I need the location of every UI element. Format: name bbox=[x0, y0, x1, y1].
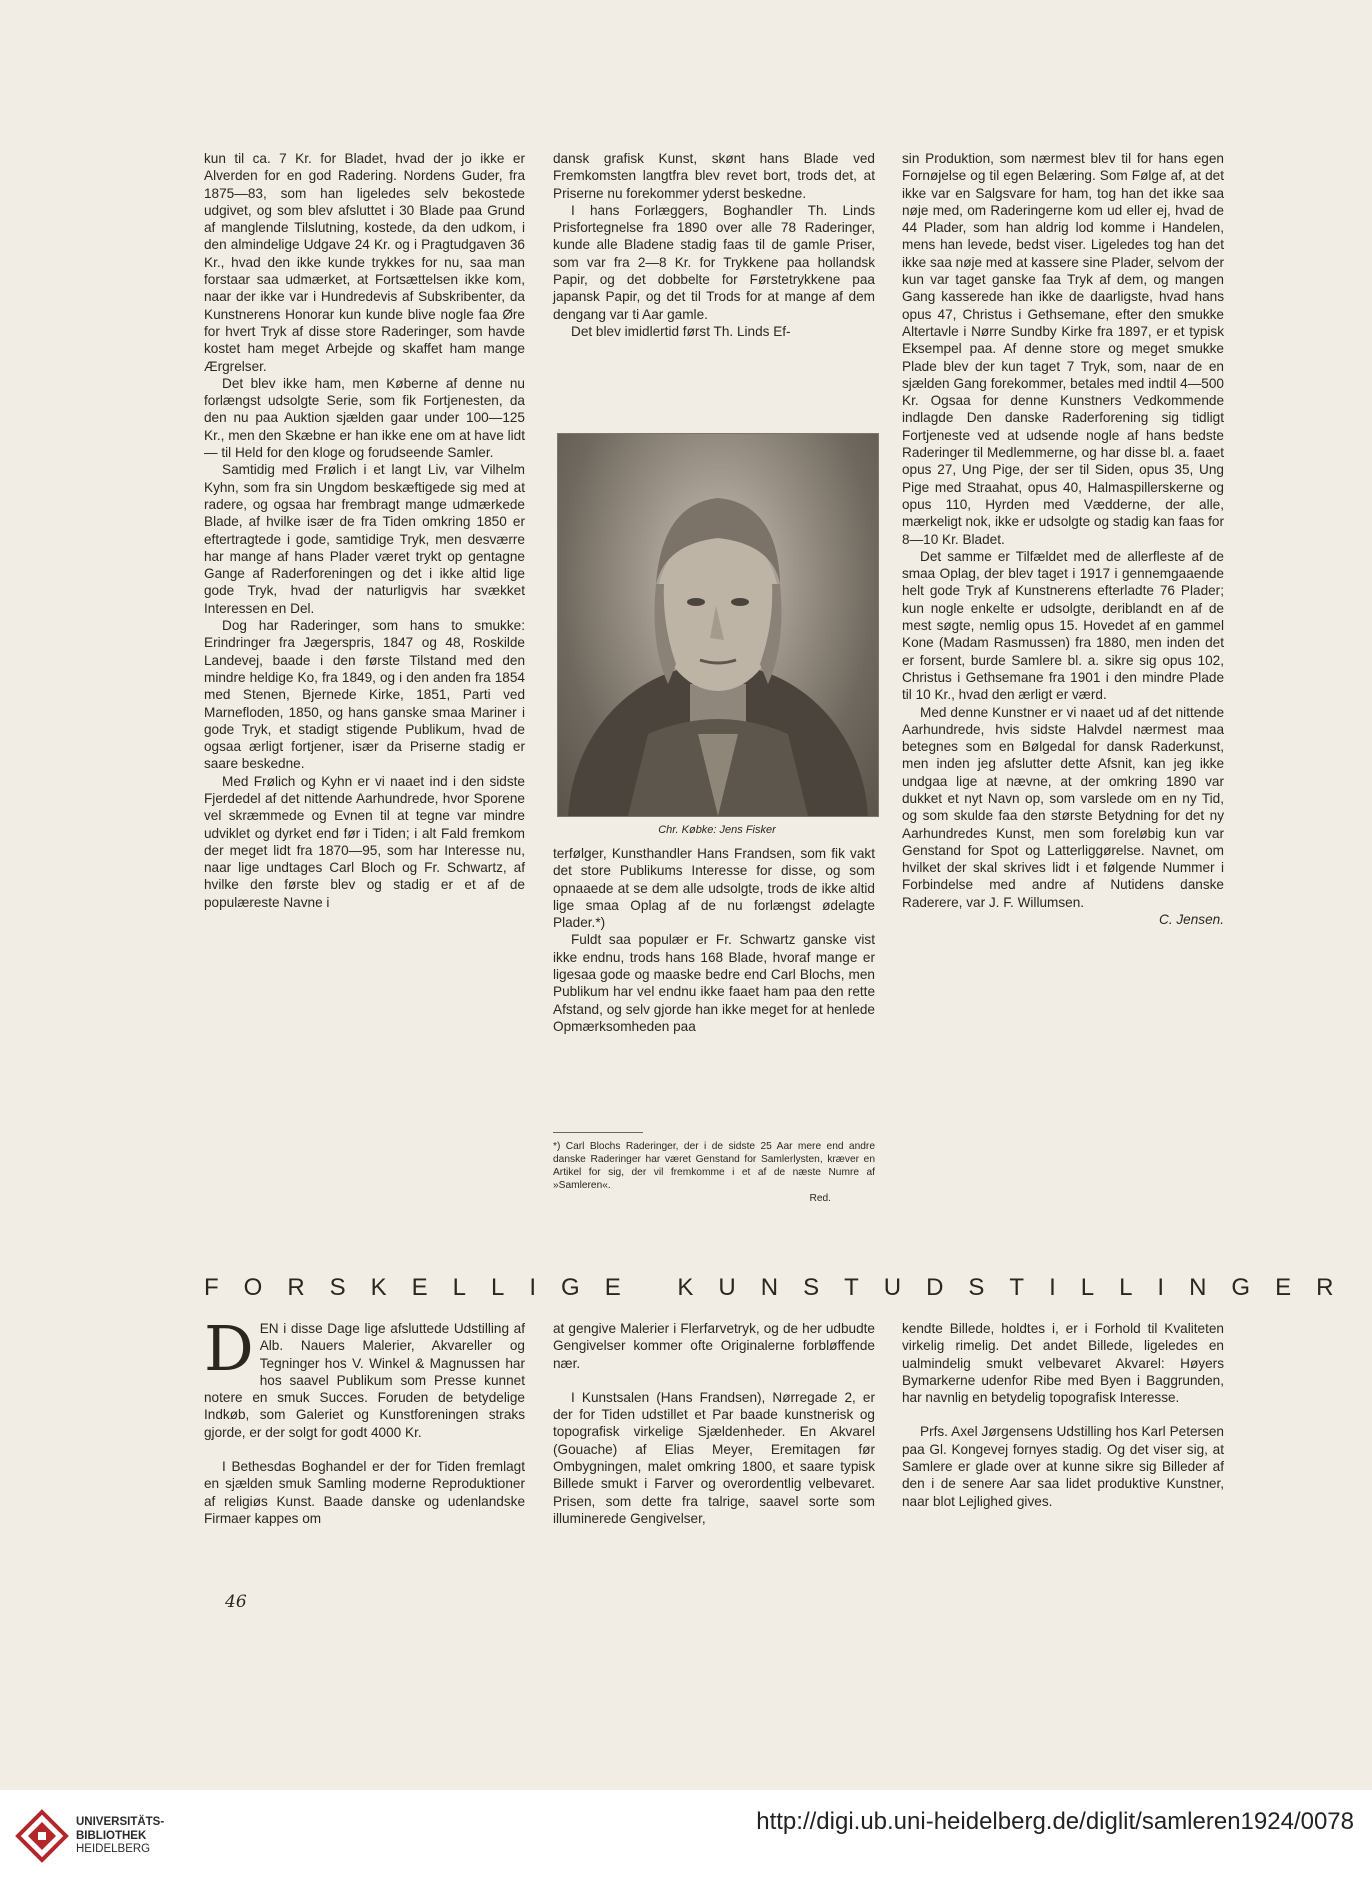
footnote-signature: Red. bbox=[809, 1193, 831, 1204]
drop-cap: D bbox=[204, 1312, 254, 1385]
library-name bbox=[76, 1816, 164, 1857]
paragraph: Det blev ikke ham, men Køberne af denne nu forlængst udsolgte Serie, som fik Fortjenesten, da den nu paa Auktion sjælden gaar under 100—125 Kr., men den Skæbne er han ikke ene om at have lidt — til Held for den kloge og forudseende Samler. bbox=[204, 375, 525, 461]
paragraph: I Bethesdas Boghandel er der for Tiden fremlagt en sjælden smuk Samling moderne Reproduktioner af religiøs Kunst. Baade danske og udenlandske Firmaer kappes om bbox=[204, 1459, 525, 1526]
paragraph-text: EN i disse Dage lige afsluttede Udstilling af Alb. Nauers Malerier, Akvareller og Tegninger hos V. Winkel & Magnussen har hos saavel Publikum som Presse kunnet notere en smuk Succes. Foruden de betydelige Indkøb, som Galeriet og Kunstforeningen straks gjorde, er der solgt for godt 4000 Kr. bbox=[204, 1321, 525, 1440]
paragraph bbox=[204, 1312, 525, 1441]
paragraph: Med denne Kunstner er vi naaet ud af det nittende Aarhundrede, hvis sidste Halvdel nærmest maa betegnes som en Bølgedal for dansk Raderkunst, men inden jeg afslutter dette Afsnit, kan jeg ikke undgaa lige at nævne, at der omkring 1890 var dukket et nyt Navn op, som varslede om en ny Tid, og som skulde faa den største Betydning for det ny Aarhundredes Kunst, men som foreløbig kun var Genstand for Spot og Latterliggørelse. Navnet, om hvilket der skal skrives lidt i et følgende Nummer i Forbindelse med andre af Nutidens danske Raderere, var J. F. Willumsen. bbox=[902, 704, 1224, 910]
paragraph: Det samme er Tilfældet med de allerfleste af de smaa Oplag, der blev taget i 1917 i gennemgaaende helt gode Tryk af Kunstnerens efterladte 76 Plader; kun nogle enkelte er udsolgte, deriblandt en af de mest søgte, nemlig opus 15. Hovedet af en gammel Kone (Madam Rasmussen) fra 1880, men inden det er forsent, burde Samlere bl. a. sikre sig opus 102, Christus i Gethsemane fra 1901 i den mindre Plade til 10 Kr., hvad den ærligt er værd. bbox=[902, 548, 1224, 703]
article1-column-2-bottom bbox=[553, 845, 875, 1035]
article2-column-1 bbox=[204, 1312, 525, 1527]
library-footer bbox=[0, 1790, 1372, 1890]
article1-column-3 bbox=[902, 150, 1224, 928]
library-name-line: HEIDELBERG bbox=[76, 1843, 151, 1855]
article1-column-2-top bbox=[553, 150, 875, 340]
author-signature: C. Jensen. bbox=[1159, 912, 1224, 928]
library-name-line: UNIVERSITÄTS- bbox=[76, 1816, 165, 1828]
portrait-illustration bbox=[557, 433, 879, 817]
paragraph: I hans Forlæggers, Boghandler Th. Linds Prisfortegnelse fra 1890 over alle 78 Raderinger, kunde alle Bladene stadig faas til de gamle Priser, som var fra 2—8 Kr. for Trykkene paa hollandsk Papir, og det dobbelte for Førstetrykkene paa japansk Papir, og det til Trods for at mange af dem dengang var ti Aar gamle. bbox=[553, 202, 875, 322]
paragraph: terfølger, Kunsthandler Hans Frandsen, som fik vakt det store Publikums Interesse for disse, og som opnaaede at se dem alle udsolgte, trods de ikke altid lige smaa Oplag af de nu forlængst ødelagte Plader.*) bbox=[553, 846, 875, 931]
footnote-text: *) Carl Blochs Raderinger, der i de sidste 25 Aar mere end andre danske Raderinger har været Genstand for Samlerlysten, kræver en Artikel for sig, der vil fremkomme i et af de næste Numre af »Samleren«. bbox=[553, 1141, 875, 1191]
paragraph: kun til ca. 7 Kr. for Bladet, hvad der jo ikke er Alverden for en god Radering. Nordens Guder, fra 1875—83, som han ligeledes selv bekostede udgivet, og som blev afsluttet i 30 Blade paa Grund af manglende Tilslutning, kostede, da den udkom, i den almindelige Udgave 24 Kr. og i Pragtudgaven 36 Kr., hvad den ikke kunde trykkes for nu, saa man forstaar saa udmærket, at Fortsættelsen ikke kom, naar der ikke var i Hundredevis af Subskribenter, da Kunstnerens Honorar kun kunde blive nogle faa Øre for hvert Tryk af disse store Raderinger, som havde kostet ham meget Arbejde og skaffet ham mange Ærgrelser. bbox=[204, 151, 525, 374]
paragraph: kendte Billede, holdtes i, er i Forhold til Kvaliteten virkelig rimelig. Det andet Billede, ligeledes en ualmindelig smukt velbevaret Akvarel: Høyers Bymarkerne udenfor Ribe med Byen i Baggrunden, har navnlig en betydelig topografisk Interesse. bbox=[902, 1321, 1224, 1406]
page-number: 46 bbox=[225, 1592, 247, 1612]
paragraph: dansk grafisk Kunst, skønt hans Blade ved Fremkomsten langtfra blev revet bort, trods det, at Priserne nu forekommer yderst beskedne. bbox=[553, 151, 875, 201]
paragraph: Dog har Raderinger, som hans to smukke: Erindringer fra Jægerspris, 1847 og 48, Roskilde Landevej, baade i den første Tilstand med den mindre heldige Ko, fra 1849, og i den anden fra 1854 med Stenen, Bjernede Kirke, 1851, Parti ved Marnefloden, 1850, og hans ganske smaa Mariner i gode Tryk, et stadigt stigende Publikum, hvad de ogsaa ærligt fortjener, især da Priserne stadig er saare beskedne. bbox=[204, 618, 525, 772]
source-url-link[interactable]: http://digi.ub.uni-heidelberg.de/diglit/samleren1924/0078 bbox=[756, 1808, 1354, 1835]
article1-column-1 bbox=[204, 150, 525, 911]
paragraph: at gengive Malerier i Flerfarvetryk, og de her udbudte Gengivelser kommer ofte Originalerne forbløffende nær. bbox=[553, 1321, 875, 1371]
footnote bbox=[553, 1140, 875, 1205]
paragraph: sin Produktion, som nærmest blev til for hans egen Fornøjelse og til egen Belæring. Som Følge af, at det ikke var en Salgsvare for ham, tog han det ikke saa nøje med, om Raderingerne kom ud eller ej, hvad de 44 Plader, som han aldrig lod komme i Handelen, mens han levede, bedst viser. Ligeledes tog han det ikke saa nøje med at kassere sine Plader, selvom der kun var taget ganske faa Tryk af dem, og mangen Gang kasserede han ikke de daarligste, hvad hans opus 47, Christus i Gethsemane, efter den smukke Altertavle i Nørre Sundby Kirke fra 1897, er et typisk Eksempel paa. Af denne store og meget smukke Plade blev der kun taget 7 Tryk, som, naar de en sjælden Gang forekommer, betales med indtil 4—500 Kr. Ogsaa for denne Kunstners Vedkommende indlagde Den danske Raderforening sig tidligt Fortjeneste ved at udsende nogle af hans bedste Raderinger til Medlemmerne, og har disse bl. a. faaet opus 27, Ung Pige, der ser til Siden, opus 35, Ung Pige med Straahat, opus 40, Halmaspillerskerne og opus 110, Hyrden med Vædderne, der alle, mærkeligt nok, ikke er udsolgte og stadig kan faas for 8—10 Kr. Bladet. bbox=[902, 151, 1224, 547]
paragraph: Fuldt saa populær er Fr. Schwartz ganske vist ikke endnu, trods hans 168 Blade, hvoraf mange er ligesaa gode og maaske bedre end Carl Blochs, men Publikum har vel endnu ikke faaet ham paa den rette Afstand, og selv gjorde han ikke meget for at henlede Opmærksomheden paa bbox=[553, 932, 875, 1034]
footnote-divider bbox=[553, 1132, 643, 1133]
article2-column-3 bbox=[902, 1320, 1224, 1510]
section-title: FORSKELLIGE KUNSTUDSTILLINGER bbox=[204, 1274, 1359, 1301]
paragraph: I Kunstsalen (Hans Frandsen), Nørregade 2, er der for Tiden udstillet et Par baade kunstnerisk og topografisk virkelige Sjældenheder. En Akvarel (Gouache) af Elias Meyer, Eremitagen før Ombygningen, malet omkring 1800, et saare typisk Billede smukt i Farver og overordentlig velbevaret. Prisen, som dette fra talrige, saavel sorte som illuminerede Gengivelser, bbox=[553, 1389, 875, 1526]
paragraph: Prfs. Axel Jørgensens Udstilling hos Karl Petersen paa Gl. Kongevej fornyes stadig. Og det viser sig, at Samlere er glade over at kunne sikre sig Billeder af den i de senere Aar saa lidet produktive Kunstner, naar blot Lejlighed gives. bbox=[902, 1424, 1224, 1509]
library-name-line: BIBLIOTHEK bbox=[76, 1829, 147, 1842]
figure-caption: Chr. Købke: Jens Fisker bbox=[658, 824, 776, 836]
paragraph: Med Frølich og Kyhn er vi naaet ind i den sidste Fjerdedel af det nittende Aarhundrede, hvor Sporene vel skræmmede og Evnen til at tegne var mindre udviklet og dyrket end før i Tiden; i alt Fald fremkom der meget lidt fra 1870—95, som har Interesse nu, naar lige undtages Carl Bloch og Fr. Schwartz, af hvilke den første blev og stadig er et af de populæreste Navne i bbox=[204, 773, 525, 910]
paragraph: Samtidig med Frølich i et langt Liv, var Vilhelm Kyhn, som fra sin Ungdom beskæftigede sig med at radere, og ogsaa har frembragt mange udmærkede Blade, af hvilke især de fra Tiden omkring 1850 er eftertragtede i gode, samtidige Tryk, men desværre har mange af hans Plader været trykt op gentagne Gange af Raderforeningen og det i ikke altid lige gode Tryk, hvad der naturligvis har svækket Interessen en Del. bbox=[204, 462, 525, 616]
university-library-logo-icon bbox=[14, 1808, 70, 1864]
article2-column-2 bbox=[553, 1320, 875, 1527]
portrait-figure-icon bbox=[558, 434, 878, 816]
paragraph: Det blev imidlertid først Th. Linds Ef- bbox=[571, 323, 791, 339]
